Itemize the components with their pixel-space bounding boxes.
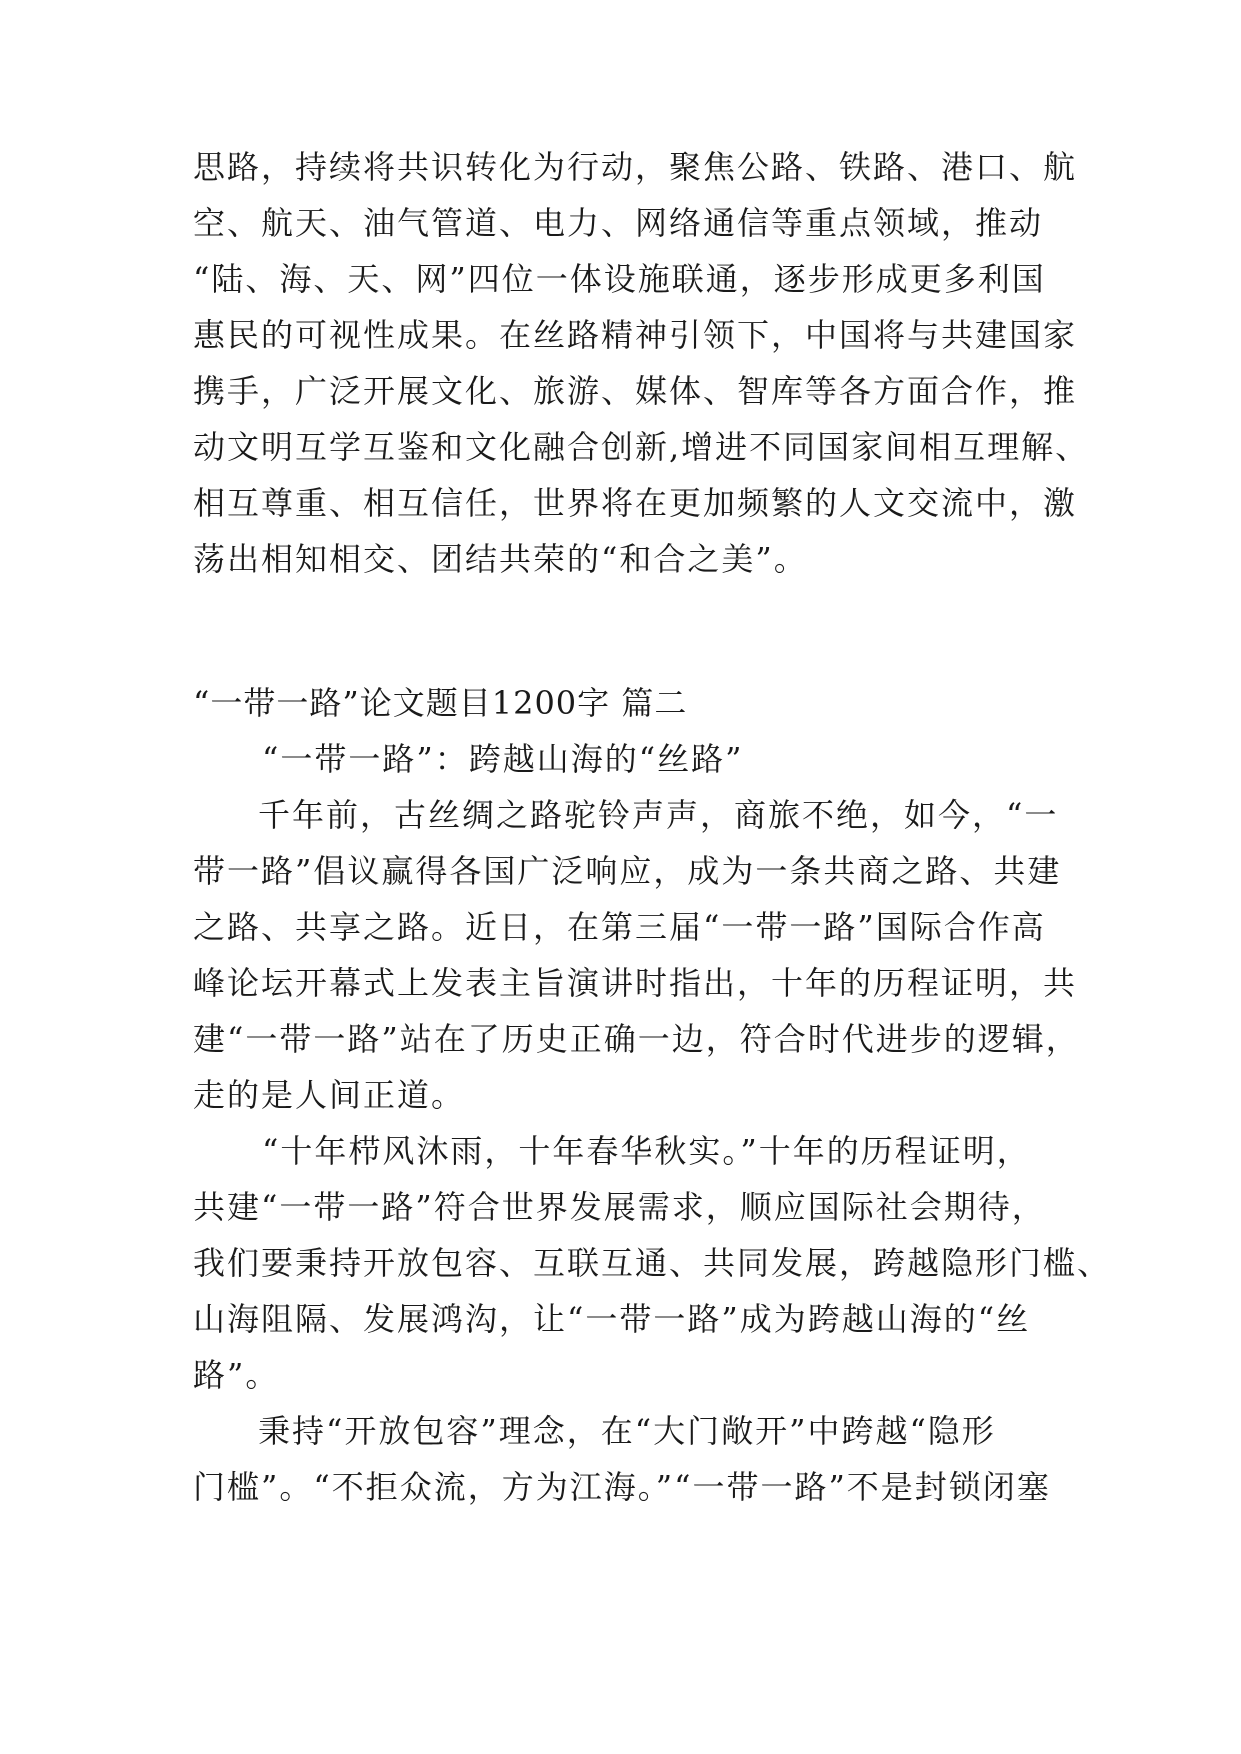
body-line: 空、航天、油气管道、电力、网络通信等重点领域，推动 xyxy=(193,204,1044,242)
body-line: 荡出相知相交、团结共荣的“和合之美”。 xyxy=(193,540,808,578)
body-line: 我们要秉持开放包容、互联互通、共同发展，跨越隐形门槛、 xyxy=(193,1244,1112,1282)
body-line: 动文明互学互鉴和文化融合创新,增进不同国家间相互理解、 xyxy=(193,428,1090,466)
body-line: 峰论坛开幕式上发表主旨演讲时指出，十年的历程证明，共 xyxy=(193,964,1078,1002)
body-line: 秉持“开放包容”理念，在“大门敞开”中跨越“隐形 xyxy=(258,1412,996,1450)
body-line: 路”。 xyxy=(193,1356,280,1394)
body-line: 惠民的可视性成果。在丝路精神引领下，中国将与共建国家 xyxy=(193,316,1078,354)
section-heading: “一带一路”论文题目1200字 篇二 xyxy=(193,684,688,722)
body-line: “十年栉风沐雨，十年春华秋实。”十年的历程证明， xyxy=(262,1132,1031,1170)
body-line: 建“一带一路”站在了历史正确一边，符合时代进步的逻辑， xyxy=(193,1020,1080,1058)
body-line: 思路，持续将共识转化为行动，聚焦公路、铁路、港口、航 xyxy=(193,148,1078,186)
body-line: 相互尊重、相互信任，世界将在更加频繁的人文交流中，激 xyxy=(193,484,1078,522)
body-line: 门槛”。“不拒众流，方为江海。”“一带一路”不是封锁闭塞 xyxy=(193,1468,1051,1506)
body-line: 共建“一带一路”符合世界发展需求，顺应国际社会期待， xyxy=(193,1188,1046,1226)
article-title: “一带一路”：跨越山海的“丝路” xyxy=(262,740,744,778)
body-line: “陆、海、天、网”四位一体设施联通，逐步形成更多利国 xyxy=(193,260,1046,298)
body-line: 千年前，古丝绸之路驼铃声声，商旅不绝，如今，“一 xyxy=(258,796,1059,834)
body-line: 之路、共享之路。近日，在第三届“一带一路”国际合作高 xyxy=(193,908,1046,946)
body-line: 走的是人间正道。 xyxy=(193,1076,466,1114)
body-line: 山海阻隔、发展鸿沟，让“一带一路”成为跨越山海的“丝 xyxy=(193,1300,1031,1338)
body-line: 带一路”倡议赢得各国广泛响应，成为一条共商之路、共建 xyxy=(193,852,1062,890)
body-line: 携手，广泛开展文化、旅游、媒体、智库等各方面合作，推 xyxy=(193,372,1078,410)
